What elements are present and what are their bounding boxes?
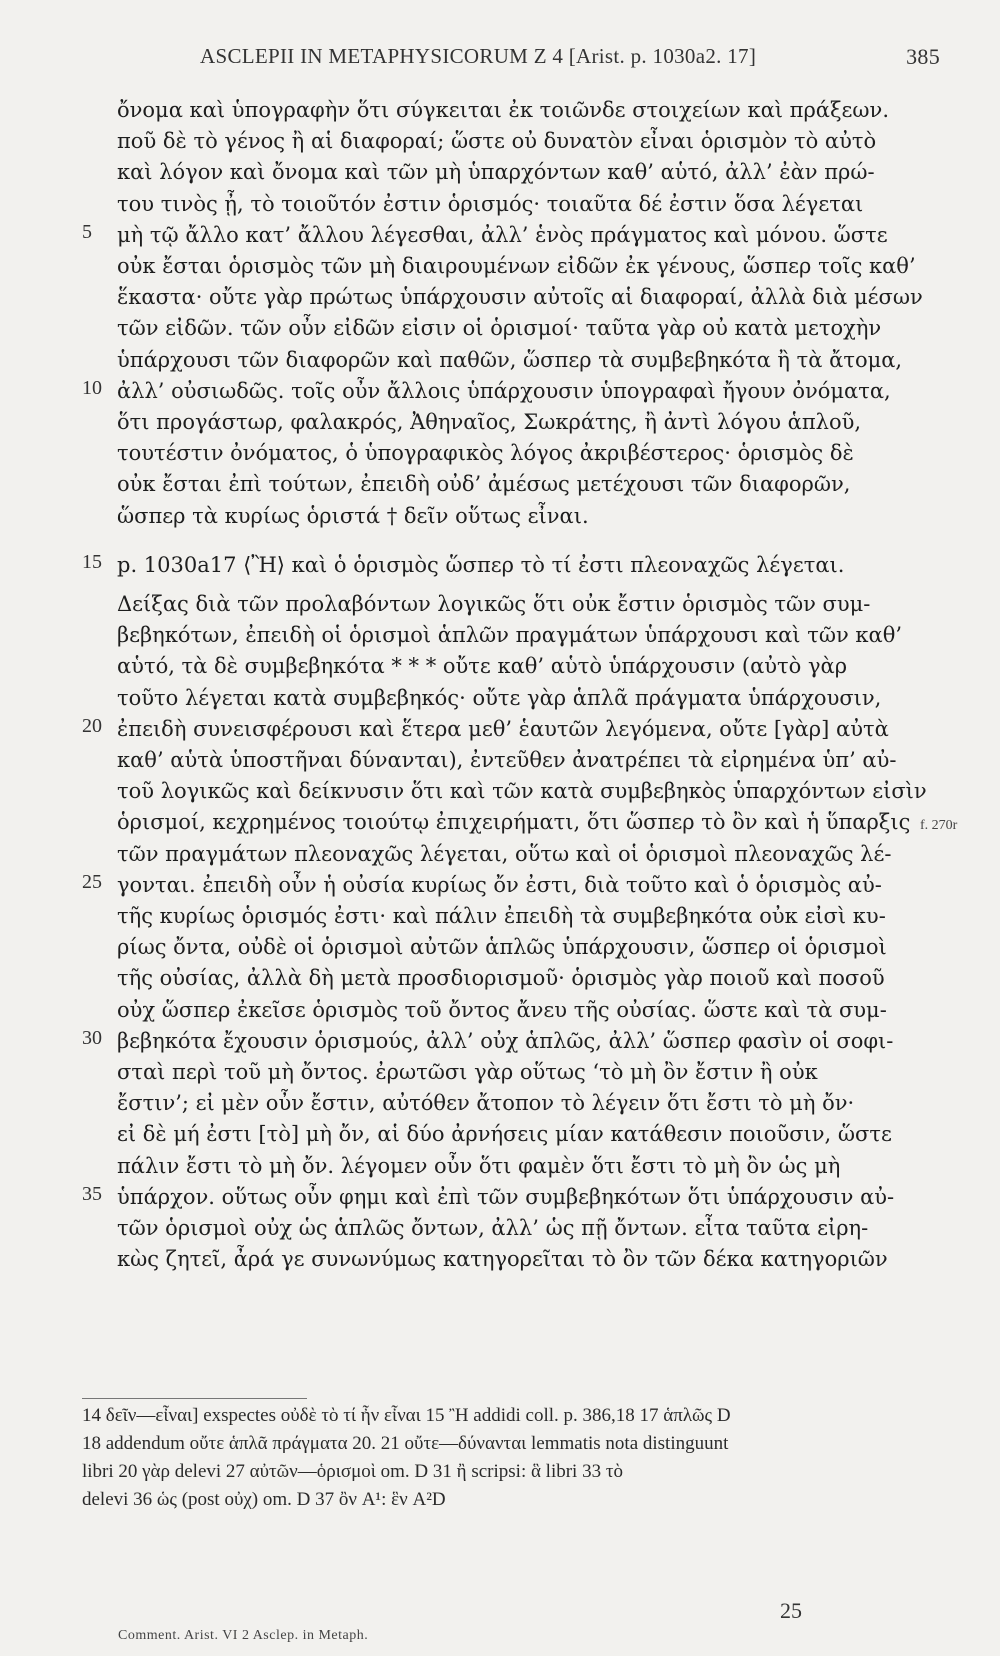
text-line: τῆς κυρίως ὁρισμός ἐστι· καὶ πάλιν ἐπειδὴ τὰ συμβεβηκότα οὐκ εἰσὶ κυ-	[117, 904, 886, 928]
line-number: 25	[82, 870, 102, 893]
margin-folio-note: f. 270r	[920, 818, 958, 833]
text-line: σταὶ περὶ τοῦ μὴ ὄντος. ἐρωτῶσι γὰρ οὕτως ‘τὸ μὴ ὂν ἔστιν ἢ οὐκ	[117, 1060, 818, 1084]
apparatus-line: 18 addendum οὔτε ἁπλᾶ πράγματα 20. 21 οὔτε—δύνανται lemmatis nota distinguunt	[82, 1433, 729, 1454]
text-line: εἰ δὲ μή ἐστι [τὸ] μὴ ὄν, αἱ δύο ἀρνήσεις μίαν κατάθεσιν ποιοῦσιν, ὥστε	[117, 1122, 892, 1147]
line-number: 5	[82, 220, 92, 243]
text-line: ὥσπερ τὰ κυρίως ὁριστά † δεῖν οὕτως εἶναι.	[117, 503, 589, 528]
text-line: γονται. ἐπειδὴ οὖν ἡ οὐσία κυρίως ὄν ἐστι, διὰ τοῦτο καὶ ὁ ὁρισμὸς αὐ-	[117, 872, 882, 897]
text-line: οὐκ ἔσται ὁρισμὸς τῶν μὴ διαιρουμένων εἰδῶν ἐκ γένους, ὥσπερ τοῖς καθ’	[117, 254, 916, 278]
text-line: τοῦτο λέγεται κατὰ συμβεβηκός· οὔτε γὰρ ἁπλᾶ πράγματα ὑπάρχουσιν,	[117, 685, 882, 710]
text-line: ὑπάρχουσι τῶν διαφορῶν καὶ παθῶν, ὥσπερ τὰ συμβεβηκότα ἢ τὰ ἄτομα,	[117, 347, 903, 372]
text-line: οὐχ ὥσπερ ἐκεῖσε ὁρισμὸς τοῦ ὄντος ἄνευ τῆς οὐσίας. ὥστε καὶ τὰ συμ-	[117, 997, 887, 1022]
text-line: βεβηκότα ἔχουσιν ὁρισμούς, ἀλλ’ οὐχ ἁπλῶς, ἀλλ’ ὥσπερ φασὶν οἱ σοφι-	[117, 1028, 894, 1053]
text-line: τῶν ὁρισμοὶ οὐχ ὡς ἁπλῶς ὄντων, ἀλλ’ ὡς πῇ ὄντων. εἶτα ταῦτα εἰρη-	[117, 1216, 869, 1240]
line-number: 35	[82, 1182, 102, 1205]
text-line: αὑτό, τὰ δὲ συμβεβηκότα * * * οὔτε καθ’ αὑτὸ ὑπάρχουσιν (αὐτὸ γὰρ	[117, 654, 848, 679]
apparatus-line: libri 20 γὰρ delevi 27 αὐτῶν—ὁρισμοὶ om. D 31 ἢ scripsi: ἃ libri 33 τὸ	[82, 1461, 623, 1482]
text-line: οὐκ ἔσται ἐπὶ τούτων, ἐπειδὴ οὐδ’ ἀμέσως μετέχουσι τῶν διαφορῶν,	[117, 472, 851, 497]
text-line: ὑπάρχον. οὕτως οὖν φημι καὶ ἐπὶ τῶν συμβεβηκότων ὅτι ὑπάρχουσιν αὐ-	[117, 1184, 895, 1209]
series-note: Comment. Arist. VI 2 Asclep. in Metaph.	[118, 1628, 369, 1643]
page-number: 385	[906, 44, 940, 69]
text-line: ἔστιν’; εἰ μὲν οὖν ἔστιν, αὐτόθεν ἄτοπον τὸ λέγειν ὅτι ἔστι τὸ μὴ ὄν·	[117, 1091, 855, 1116]
text-line: ἐπειδὴ συνεισφέρουσι καὶ ἕτερα μεθ’ ἑαυτῶν λεγόμενα, οὔτε [γὰρ] αὐτὰ	[117, 716, 889, 741]
text-line: ἀλλ’ οὐσιωδῶς. τοῖς οὖν ἄλλοις ὑπάρχουσιν ὑπογραφαὶ ἤγουν ὀνόματα,	[117, 378, 891, 403]
text-line: τῶν πραγμάτων πλεοναχῶς λέγεται, οὕτω καὶ οἱ ὁρισμοὶ πλεοναχῶς λέ-	[117, 841, 892, 866]
text-line: καὶ λόγον καὶ ὄνομα καὶ τῶν μὴ ὑπαρχόντων καθ’ αὑτό, ἀλλ’ ἐὰν πρώ-	[117, 160, 875, 185]
signature-mark: 25	[780, 1598, 802, 1623]
text-line: τουτέστιν ὀνόματος, ὁ ὑπογραφικὸς λόγος ἀκριβέστερος· ὁρισμὸς δὲ	[117, 441, 854, 466]
line-number: 30	[82, 1026, 102, 1049]
text-line: τοῦ λογικῶς καὶ δείκνυσιν ὅτι καὶ τῶν κατὰ συμβεβηκὸς ὑπαρχόντων εἰσὶν	[117, 779, 927, 804]
text-line: ὄνομα καὶ ὑπογραφὴν ὅτι σύγκειται ἐκ τοιῶνδε στοιχείων καὶ πράξεων.	[117, 98, 889, 122]
text-line: καθ’ αὑτὰ ὑποστῆναι δύνανται), ἐντεῦθεν ἀνατρέπει τὰ εἰρημένα ὑπ’ αὐ-	[117, 748, 897, 772]
text-line: του τινὸς ᾖ, τὸ τοιοῦτόν ἐστιν ὁρισμός· τοιαῦτα δέ ἐστιν ὅσα λέγεται	[117, 191, 864, 216]
text-line: ἕκαστα· οὔτε γὰρ πρώτως ὑπάρχουσιν αὐτοῖς αἱ διαφοραί, ἀλλὰ διὰ μέσων	[117, 285, 923, 310]
text-line: τῶν εἰδῶν. τῶν οὖν εἰδῶν εἰσιν οἱ ὁρισμοί· ταῦτα γὰρ οὐ κατὰ μετοχὴν	[117, 316, 882, 341]
text-line: ρίως ὄντα, οὐδὲ οἱ ὁρισμοὶ αὐτῶν ἁπλῶς ὑπάρχουσιν, ὥσπερ οἱ ὁρισμοὶ	[117, 935, 887, 960]
text-line: τῆς οὐσίας, ἀλλὰ δὴ μετὰ προσδιορισμοῦ· ὁρισμὸς γὰρ ποιοῦ καὶ ποσοῦ	[117, 966, 885, 991]
text-line: ὁρισμοί, κεχρημένος τοιούτῳ ἐπιχειρήματι, ὅτι ὥσπερ τὸ ὂν καὶ ἡ ὕπαρξις	[117, 810, 911, 835]
text-line: πάλιν ἔστι τὸ μὴ ὄν. λέγομεν οὖν ὅτι φαμὲν ὅτι ἔστι τὸ μὴ ὂν ὡς μὴ	[117, 1153, 841, 1178]
apparatus-line: 14 δεῖν—εἶναι] exspectes οὐδὲ τὸ τί ἦν εἶναι 15 Ἢ addidi coll. p. 386,18 17 ἁπλῶς D	[82, 1405, 731, 1426]
running-title: ASCLEPII IN METAPHYSICORUM Z 4 [Arist. p. 1030a2. 17]	[200, 44, 757, 68]
running-header	[200, 44, 940, 74]
text-line: ὅτι προγάστωρ, φαλακρός, Ἀθηναῖος, Σωκράτης, ἢ ἀντὶ λόγου ἁπλοῦ,	[117, 410, 862, 434]
line-number: 10	[82, 376, 102, 399]
apparatus-line: delevi 36 ὡς (post οὐχ) om. D 37 ὂν A¹: ἓν A²D	[82, 1489, 446, 1510]
text-line: κὼς ζητεῖ, ἆρά γε συνωνύμως κατηγορεῖται τὸ ὂν τῶν δέκα κατηγοριῶν	[117, 1247, 888, 1272]
text-line: Δείξας διὰ τῶν προλαβόντων λογικῶς ὅτι οὐκ ἔστιν ὁρισμὸς τῶν συμ-	[117, 592, 871, 616]
line-number: 20	[82, 714, 102, 737]
text-line: μὴ τῷ ἄλλο κατ’ ἄλλου λέγεσθαι, ἀλλ’ ἑνὸς πράγματος καὶ μόνου. ὥστε	[117, 222, 888, 247]
text-line: βεβηκότων, ἐπειδὴ οἱ ὁρισμοὶ ἁπλῶν πραγμάτων ὑπάρχουσι καὶ τῶν καθ’	[117, 623, 903, 648]
line-number: 15	[82, 550, 102, 573]
text-line: ποῦ δὲ τὸ γένος ἢ αἱ διαφοραί; ὥστε οὐ δυνατὸν εἶναι ὁρισμὸν τὸ αὐτὸ	[117, 129, 877, 154]
apparatus-rule	[82, 1398, 307, 1399]
lemma-line: p. 1030a17 ⟨Ἢ⟩ καὶ ὁ ὁρισμὸς ὥσπερ τὸ τί ἐστι πλεοναχῶς λέγεται.	[117, 552, 845, 577]
